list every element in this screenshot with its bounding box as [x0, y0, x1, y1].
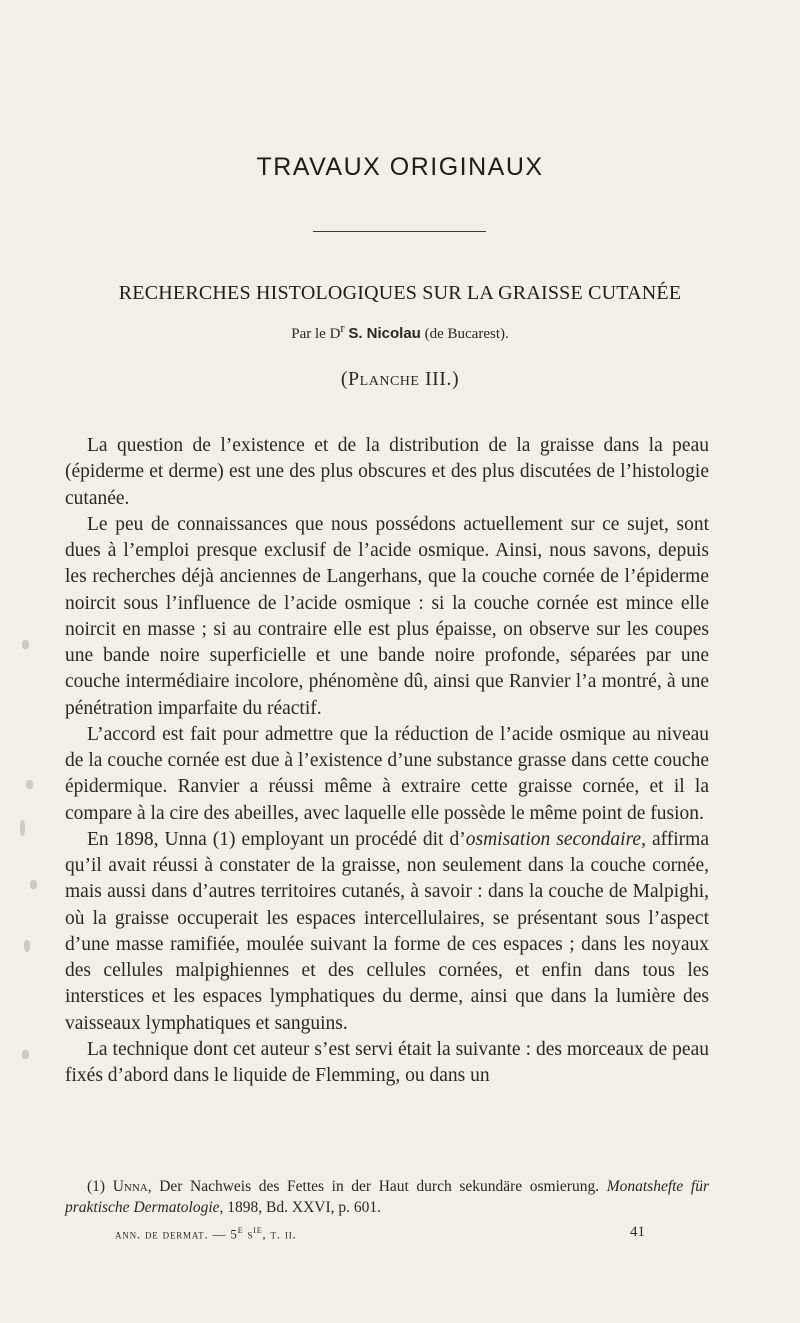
scan-speck — [24, 940, 30, 952]
plate-close: ) — [451, 368, 460, 390]
footer-series-sup: e — [237, 1224, 244, 1236]
footnote-author: Unna — [112, 1178, 148, 1195]
paragraph-3: L’accord est fait pour admettre que la réduction de l’acide osmique au niveau de la couche cornée est due à l’existence d’une substance grasse dans cette couche épidermique. Ranvier a réussi même à extraire cette graisse cornée, et il la compare à la cire des abeilles, avec laquelle elle possède le même point de fusion. — [65, 723, 709, 824]
scan-speck — [20, 820, 25, 836]
page-footer — [115, 1224, 645, 1242]
section-title: TRAVAUX ORIGINAUX — [256, 153, 544, 181]
footnote-marker: (1) — [87, 1178, 113, 1195]
byline — [0, 321, 800, 343]
scan-speck — [22, 1050, 29, 1059]
scan-speck — [30, 880, 37, 889]
scan-speck — [26, 780, 33, 789]
byline-prefix: Par le D — [291, 326, 341, 342]
article-title: RECHERCHES HISTOLOGIQUES SUR LA GRAISSE CUTANÉE — [118, 282, 682, 304]
author-name: S. Nicolau — [348, 325, 421, 342]
footer-series-sup2: ie — [253, 1224, 263, 1236]
footer-journal: ann. de dermat. — 5 — [115, 1226, 238, 1242]
byline-superscript: r — [340, 321, 345, 335]
footnote-text-2: 1898, Bd. XXVI, p. 601. — [223, 1199, 382, 1216]
footer-series-mid: s — [243, 1226, 254, 1242]
plate-label: Planche III. — [348, 368, 452, 390]
paragraph-4-italic: osmisation secondaire, — [465, 828, 646, 850]
paragraph-4 — [65, 827, 709, 1037]
page-number: 41 — [630, 1224, 645, 1240]
paragraph-4-start: En 1898, Unna (1) employant un procédé dit d’ — [87, 828, 466, 850]
article-body — [65, 433, 709, 1089]
plate-open: ( — [340, 368, 349, 390]
footnote-text-1: , Der Nachweis des Fettes in der Haut durch sekundäre osmierung. — [147, 1178, 607, 1195]
running-footer — [115, 1224, 297, 1242]
footer-volume: , t. ii. — [262, 1226, 297, 1242]
footnote — [65, 1176, 709, 1218]
author-affiliation: (de Bucarest). — [424, 326, 509, 342]
paragraph-4-rest: affirma qu’il avait réussi à constater de la graisse, non seulement dans la couche cornée, mais aussi dans d’autres territoires cutanés, à savoir : dans la couche de Malpighi, où la graisse occuperait les espaces intercellulaires, se présentant sous l’aspect d’une masse ramifiée, moulée suivant la forme de ces espaces ; dans les noyaux des cellules malpighiennes et des cellules cornées, et enfin dans tous les interstices et les espaces lymphatiques du derme, ainsi que dans la lumière des vaisseaux lymphatiques et sanguins. — [65, 828, 709, 1034]
scan-speck — [22, 640, 29, 649]
paragraph-5: La technique dont cet auteur s’est servi était la suivante : des morceaux de peau fixés d’abord dans le liquide de Flemming, ou dans un — [65, 1038, 709, 1086]
footnote-journal: Monatshefte für praktische Dermatologie, — [65, 1178, 710, 1216]
paragraph-2: Le peu de connaissances que nous possédons actuellement sur ce sujet, sont dues à l’emploi presque exclusif de l’acide osmique. Ainsi, nous savons, depuis les recherches déjà anciennes de Langerhans, que la couche cornée de l’épiderme noircit sous l’influence de l’acide osmique : si la couche cornée est mince elle noircit en masse ; si au contraire elle est plus épaisse, on observe sur les coupes une bande noire superficielle et une bande noire profonde, séparées par une couche intermédiaire incolore, phénomène dû, ainsi que Ranvier l’a montré, à une pénétration imparfaite du réactif. — [65, 513, 709, 719]
paragraph-1: La question de l’existence et de la distribution de la graisse dans la peau (épiderme et derme) est une des plus obscures et des plus discutées de l’histologie cutanée. — [65, 435, 709, 509]
plate-reference — [0, 368, 800, 391]
title-rule — [313, 231, 486, 232]
